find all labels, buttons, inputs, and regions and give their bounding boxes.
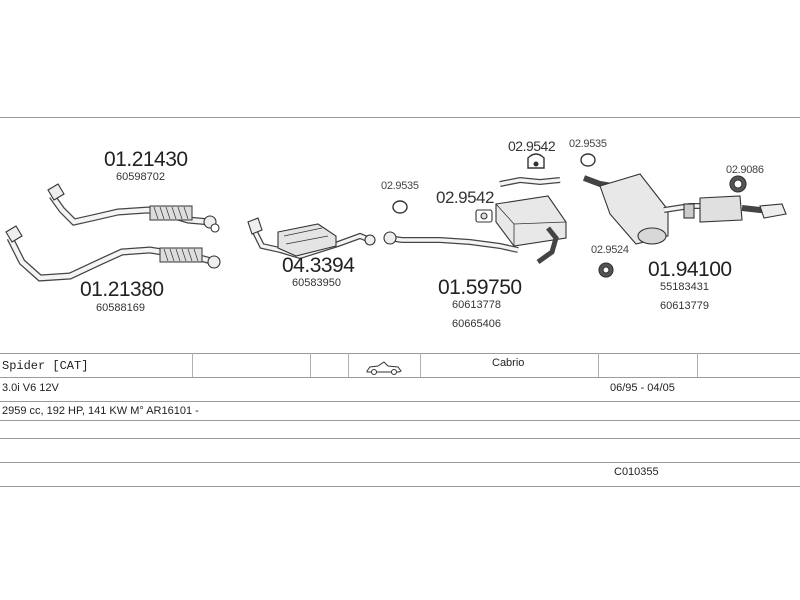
oem-number: 60583950	[292, 277, 341, 289]
oem-number: 55183431	[660, 281, 709, 293]
catalytic-converter-drawing	[248, 218, 375, 256]
small-part-code[interactable]: 02.9086	[726, 164, 764, 176]
convertible-car-icon	[364, 358, 404, 378]
part-code[interactable]: 01.21430	[104, 148, 188, 171]
table-bottom-line	[0, 486, 800, 487]
small-part-code[interactable]: 02.9542	[508, 138, 556, 154]
rear-silencer-drawing	[584, 174, 786, 244]
oem-number: 60613778	[452, 299, 501, 311]
reference-code: C010355	[614, 466, 659, 478]
front-pipe-lower-drawing	[6, 226, 220, 278]
part-code[interactable]: 01.21380	[80, 278, 164, 301]
model-name: Spider [CAT]	[2, 359, 89, 373]
oem-number: 60598702	[116, 171, 165, 183]
production-years: 06/95 - 04/05	[610, 382, 675, 394]
table-row-line	[0, 420, 800, 421]
hanger-right-drawing	[730, 176, 746, 192]
small-part-code[interactable]: 02.9542	[436, 188, 494, 207]
gasket-left-drawing	[393, 201, 407, 213]
part-code[interactable]: 01.59750	[438, 276, 522, 299]
part-code[interactable]: 01.94100	[648, 258, 732, 281]
ring-mid-drawing	[599, 263, 613, 277]
oem-number: 60613779	[660, 300, 709, 312]
gasket-top-drawing	[581, 154, 595, 166]
oem-number: 60665406	[452, 318, 501, 330]
part-code[interactable]: 04.3394	[282, 254, 355, 277]
engine-spec: 3.0i V6 12V	[2, 382, 59, 394]
engine-details: 2959 cc, 192 HP, 141 KW M° AR16101 -	[2, 405, 199, 417]
small-part-code[interactable]: 02.9524	[591, 244, 629, 256]
table-row-line	[0, 401, 800, 402]
small-part-code[interactable]: 02.9535	[569, 138, 607, 150]
small-part-code[interactable]: 02.9535	[381, 180, 419, 192]
table-row-line	[0, 462, 800, 463]
clamp-top-drawing	[528, 154, 544, 168]
clamp-left-drawing	[476, 210, 492, 222]
body-type: Cabrio	[492, 357, 525, 369]
front-pipe-upper-drawing	[48, 184, 219, 232]
table-row-line	[0, 438, 800, 439]
oem-number: 60588169	[96, 302, 145, 314]
